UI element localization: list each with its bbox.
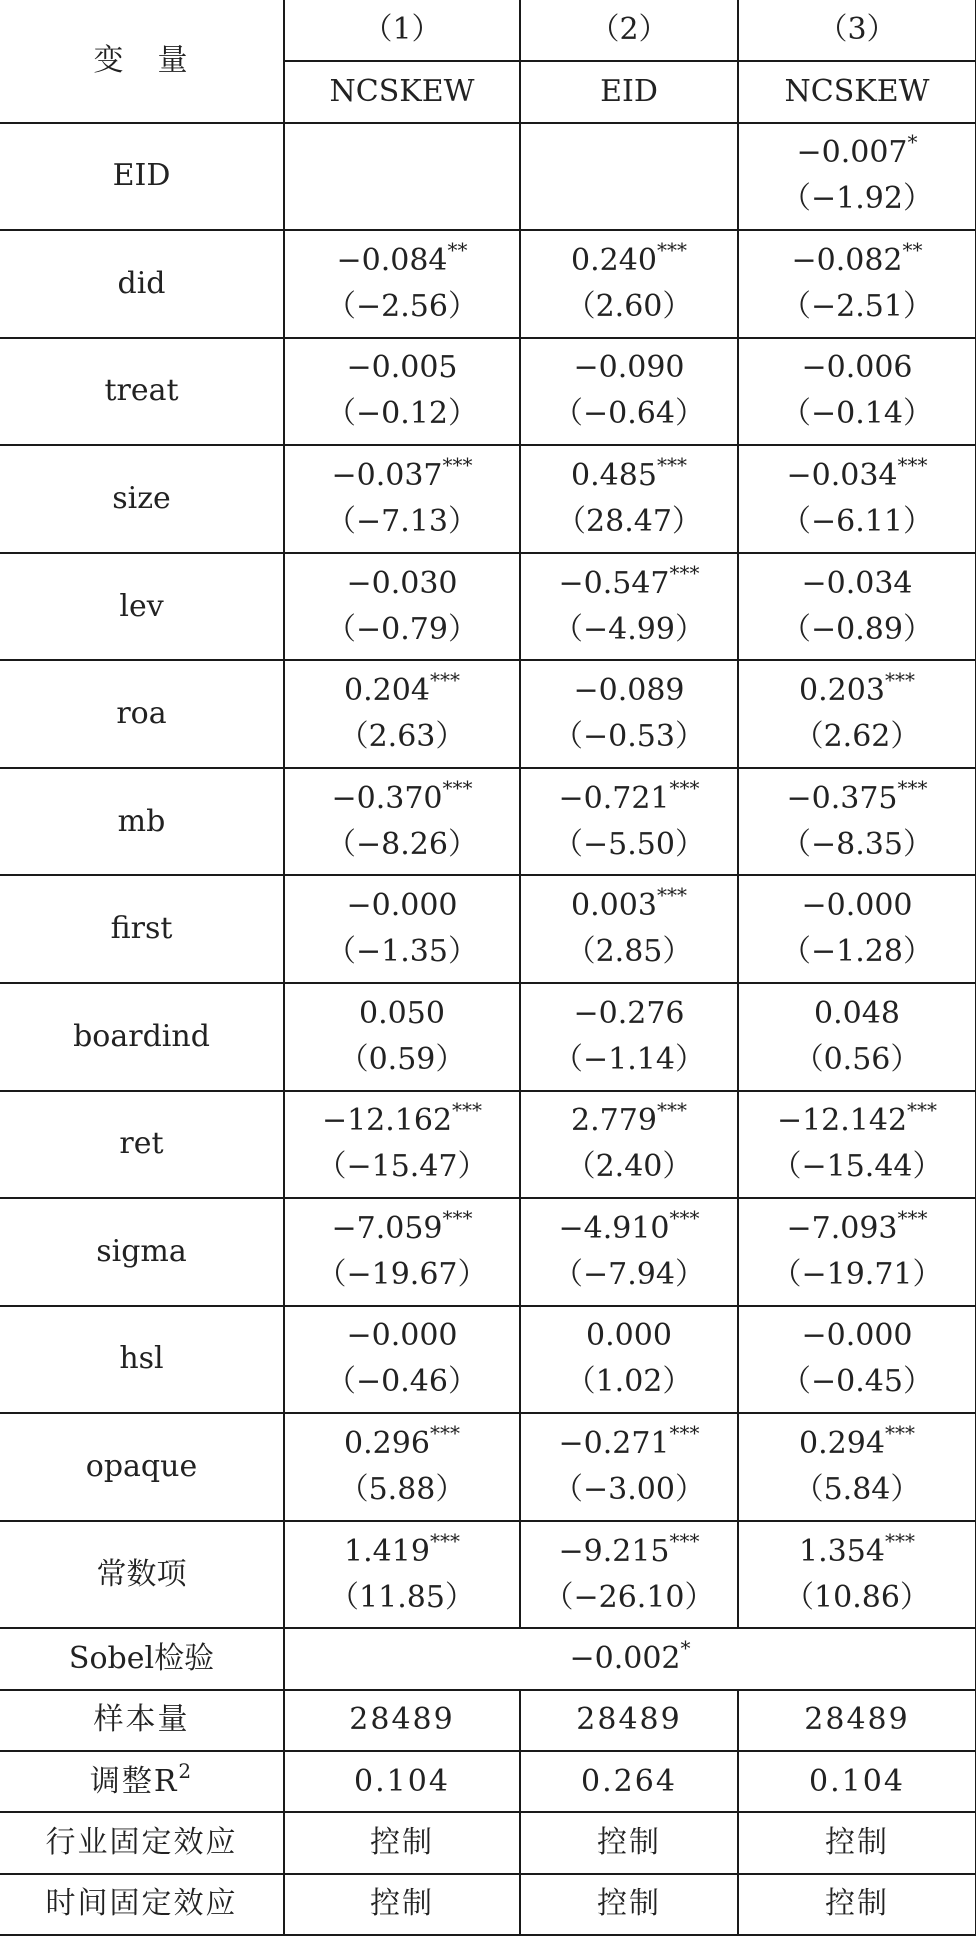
t-statistic: （−0.53）: [553, 719, 705, 755]
t-statistic: （−0.12）: [326, 396, 478, 432]
t-statistic: （−26.10）: [543, 1579, 715, 1615]
coefficient-value: −0.034: [786, 458, 898, 494]
t-statistic: （−8.35）: [781, 826, 933, 862]
table-row: [0, 1306, 976, 1414]
coef-cell: [738, 445, 976, 553]
significance-stars: ***: [452, 1098, 483, 1123]
significance-stars: ***: [897, 1205, 928, 1230]
coef-cell: [520, 1198, 738, 1306]
coefficient: [285, 561, 519, 607]
coefficient: [739, 1313, 975, 1359]
variable-name: did: [0, 230, 284, 338]
coefficient: [739, 668, 975, 714]
coefficient-value: −0.721: [558, 780, 670, 816]
time-fe-row: [0, 1874, 976, 1935]
coefficient: [739, 345, 975, 391]
coef-cell: [520, 1521, 738, 1629]
variable-name: first: [0, 875, 284, 983]
coef-cell: [284, 1521, 520, 1629]
coef-cell: [520, 338, 738, 446]
t-statistic: （−3.00）: [553, 1471, 705, 1507]
coefficient-value: 1.354: [799, 1533, 885, 1569]
significance-stars: ***: [884, 668, 915, 693]
sample-size-row-label-text: 样本量: [93, 1702, 190, 1738]
t-statistic: （−2.51）: [781, 288, 933, 324]
coefficient-value: 0.204: [344, 673, 430, 709]
t-statistic: （−1.35）: [326, 934, 478, 970]
table-row: [0, 1091, 976, 1199]
coefficient-value: −4.910: [558, 1210, 670, 1246]
model-3-header: （3）: [738, 0, 976, 61]
sample-size-row-value: 28489: [738, 1690, 976, 1751]
t-statistic: （−0.64）: [553, 396, 705, 432]
coefficient-value: −0.271: [558, 1425, 670, 1461]
table-row: [0, 445, 976, 553]
coefficient-value: 0.294: [799, 1425, 885, 1461]
significance-stars: ***: [669, 775, 700, 800]
variable-name: lev: [0, 553, 284, 661]
significance-stars: ***: [884, 1420, 915, 1445]
coef-cell: [520, 768, 738, 876]
t-statistic: （−0.79）: [326, 611, 478, 647]
significance-stars: ***: [656, 1098, 687, 1123]
coef-cell: [738, 338, 976, 446]
coef-cell: [520, 1413, 738, 1521]
variable-name: treat: [0, 338, 284, 446]
table-row: [0, 768, 976, 876]
variable-name: boardind: [0, 983, 284, 1091]
sobel-value-cell: [284, 1628, 976, 1689]
coefficient: [521, 1313, 737, 1359]
coefficient-value: 0.203: [799, 673, 885, 709]
coef-cell: [520, 230, 738, 338]
t-statistic: （−1.28）: [781, 934, 933, 970]
coefficient-value: −12.142: [776, 1103, 908, 1139]
significance-stars: ***: [669, 1205, 700, 1230]
industry-fe-row-value: 控制: [284, 1812, 520, 1873]
time-fe-row-label-text: 时间固定效应: [45, 1886, 238, 1922]
significance-stars: ***: [897, 453, 928, 478]
industry-fe-row: [0, 1812, 976, 1873]
coefficient: [285, 1421, 519, 1467]
t-statistic: （11.85）: [329, 1579, 475, 1615]
coefficient-value: 0.485: [571, 458, 657, 494]
significance-stars: **: [447, 237, 468, 262]
coef-cell: [284, 123, 520, 231]
adj-r2-row-label-text: 调整R: [89, 1763, 179, 1799]
significance-stars: *: [907, 130, 918, 155]
coef-cell: [738, 123, 976, 231]
coefficient: [521, 561, 737, 607]
coef-cell: [738, 1198, 976, 1306]
significance-stars: ***: [669, 560, 700, 585]
adj-r2-row-label: [0, 1751, 284, 1812]
coefficient-value: 0.296: [344, 1425, 430, 1461]
coefficient: [739, 453, 975, 499]
header-row-models: [0, 0, 976, 61]
coefficient: [521, 453, 737, 499]
coefficient: [521, 345, 737, 391]
coefficient-value: −0.006: [801, 350, 913, 386]
coef-cell: [738, 1521, 976, 1629]
coefficient-value: −0.005: [346, 350, 458, 386]
coefficient-value: −9.215: [558, 1533, 670, 1569]
significance-stars: ***: [429, 1420, 460, 1445]
sobel-stars: *: [680, 1635, 691, 1660]
variable-name: ret: [0, 1091, 284, 1199]
coefficient: [739, 1529, 975, 1575]
t-statistic: （2.40）: [565, 1149, 693, 1185]
coefficient: [739, 238, 975, 284]
t-statistic: （10.86）: [784, 1579, 930, 1615]
depvar-2: EID: [520, 61, 738, 122]
coef-cell: [520, 445, 738, 553]
coefficient: [285, 345, 519, 391]
coefficient: [285, 1529, 519, 1575]
coefficient: [739, 1421, 975, 1467]
depvar-3: NCSKEW: [738, 61, 976, 122]
variable-name: hsl: [0, 1306, 284, 1414]
table-row: [0, 660, 976, 768]
significance-stars: **: [902, 237, 923, 262]
t-statistic: （−6.11）: [781, 504, 933, 540]
t-statistic: （5.88）: [338, 1471, 466, 1507]
coef-cell: [520, 1091, 738, 1199]
coefficient: [739, 561, 975, 607]
t-statistic: （−15.47）: [316, 1149, 488, 1185]
t-statistic: （−19.67）: [316, 1256, 488, 1292]
coefficient: [521, 238, 737, 284]
table-row: [0, 1413, 976, 1521]
coef-cell: [738, 660, 976, 768]
coefficient-value: −0.375: [786, 780, 898, 816]
coefficient: [285, 776, 519, 822]
t-statistic: （−0.45）: [781, 1364, 933, 1400]
significance-stars: ***: [656, 883, 687, 908]
variable-name: EID: [0, 123, 284, 231]
t-statistic: （2.85）: [565, 934, 693, 970]
t-statistic: （−0.14）: [781, 396, 933, 432]
coefficient: [285, 883, 519, 929]
coef-cell: [284, 983, 520, 1091]
coef-cell: [520, 1306, 738, 1414]
coef-cell: [738, 1413, 976, 1521]
coef-cell: [284, 230, 520, 338]
coefficient-value: 1.419: [344, 1533, 430, 1569]
depvar-1: NCSKEW: [284, 61, 520, 122]
coef-cell: [520, 983, 738, 1091]
coefficient-value: −12.162: [321, 1103, 453, 1139]
table-row: [0, 983, 976, 1091]
table-row: [0, 875, 976, 983]
coef-cell: [284, 875, 520, 983]
variable-name: opaque: [0, 1413, 284, 1521]
time-fe-row-value: 控制: [284, 1874, 520, 1935]
significance-stars: ***: [897, 775, 928, 800]
t-statistic: （−7.13）: [326, 504, 478, 540]
coefficient-value: 2.779: [571, 1103, 657, 1139]
superscript: 2: [178, 1758, 194, 1783]
table-row: [0, 123, 976, 231]
significance-stars: ***: [669, 1420, 700, 1445]
coef-cell: [284, 445, 520, 553]
variable-header: 变 量: [0, 0, 284, 123]
coef-cell: [284, 768, 520, 876]
coefficient-value: −0.007: [796, 135, 908, 171]
variable-name: size: [0, 445, 284, 553]
coefficient: [521, 668, 737, 714]
significance-stars: ***: [442, 775, 473, 800]
coef-cell: [738, 553, 976, 661]
coefficient-value: −0.000: [346, 888, 458, 924]
coefficient-value: −0.089: [573, 673, 685, 709]
coefficient: [521, 776, 737, 822]
coefficient-value: 0.240: [571, 242, 657, 278]
coefficient: [285, 238, 519, 284]
significance-stars: ***: [429, 668, 460, 693]
coefficient: [521, 1098, 737, 1144]
t-statistic: （2.60）: [565, 288, 693, 324]
adj-r2-row-value: 0.104: [284, 1751, 520, 1812]
coefficient-value: −0.276: [573, 995, 685, 1031]
coefficient: [521, 883, 737, 929]
coef-cell: [284, 1306, 520, 1414]
t-statistic: （−4.99）: [553, 611, 705, 647]
coefficient: [739, 991, 975, 1037]
coef-cell: [738, 983, 976, 1091]
coef-cell: [738, 1091, 976, 1199]
coefficient-value: −0.000: [346, 1318, 458, 1354]
sample-size-row-value: 28489: [284, 1690, 520, 1751]
coefficient: [285, 668, 519, 714]
coef-cell: [738, 875, 976, 983]
coef-cell: [738, 230, 976, 338]
coef-cell: [284, 553, 520, 661]
industry-fe-row-label-text: 行业固定效应: [45, 1824, 238, 1860]
significance-stars: ***: [442, 453, 473, 478]
coefficient-value: −7.059: [331, 1210, 443, 1246]
coefficient-value: 0.048: [814, 995, 900, 1031]
sample-size-row-label: [0, 1690, 284, 1751]
t-statistic: （5.84）: [793, 1471, 921, 1507]
coefficient-value: −0.082: [791, 242, 903, 278]
t-statistic: （0.56）: [793, 1041, 921, 1077]
coefficient: [521, 991, 737, 1037]
coefficient-value: −0.090: [573, 350, 685, 386]
significance-stars: ***: [442, 1205, 473, 1230]
t-statistic: （0.59）: [338, 1041, 466, 1077]
coef-cell: [284, 1091, 520, 1199]
coefficient: [739, 883, 975, 929]
model-2-header: （2）: [520, 0, 738, 61]
time-fe-row-value: 控制: [738, 1874, 976, 1935]
t-statistic: （−5.50）: [553, 826, 705, 862]
coefficient: [285, 1313, 519, 1359]
coefficient: [739, 776, 975, 822]
significance-stars: ***: [669, 1528, 700, 1553]
sobel-label: Sobel检验: [0, 1628, 284, 1689]
industry-fe-row-label: [0, 1812, 284, 1873]
sobel-row: [0, 1628, 976, 1689]
adj-r2-row-value: 0.264: [520, 1751, 738, 1812]
t-statistic: （−0.46）: [326, 1364, 478, 1400]
t-statistic: （−1.14）: [553, 1041, 705, 1077]
table-row: [0, 338, 976, 446]
table-row: [0, 1521, 976, 1629]
coefficient-value: −0.037: [331, 458, 443, 494]
t-statistic: （−19.71）: [771, 1256, 943, 1292]
coef-cell: [284, 1413, 520, 1521]
coef-cell: [520, 123, 738, 231]
coefficient: [285, 991, 519, 1037]
model-1-header: （1）: [284, 0, 520, 61]
coefficient-value: −0.000: [801, 1318, 913, 1354]
t-statistic: （1.02）: [565, 1364, 693, 1400]
variable-name: 常数项: [0, 1521, 284, 1629]
coefficient-value: −0.547: [558, 565, 670, 601]
t-statistic: （2.63）: [338, 719, 466, 755]
t-statistic: （−2.56）: [326, 288, 478, 324]
industry-fe-row-value: 控制: [520, 1812, 738, 1873]
coefficient: [739, 130, 975, 176]
coefficient-value: −0.370: [331, 780, 443, 816]
t-statistic: （−1.92）: [781, 181, 933, 217]
coefficient: [285, 453, 519, 499]
table-row: [0, 230, 976, 338]
coefficient-value: 0.000: [586, 1318, 672, 1354]
coefficient-value: −0.034: [801, 565, 913, 601]
coefficient-value: −0.084: [336, 242, 448, 278]
t-statistic: （28.47）: [556, 504, 702, 540]
variable-name: mb: [0, 768, 284, 876]
significance-stars: ***: [656, 453, 687, 478]
t-statistic: （−7.94）: [553, 1256, 705, 1292]
sample-size-row-value: 28489: [520, 1690, 738, 1751]
coefficient-value: 0.050: [359, 995, 445, 1031]
t-statistic: （2.62）: [793, 719, 921, 755]
coefficient: [521, 1421, 737, 1467]
t-statistic: （−15.44）: [771, 1149, 943, 1185]
coefficient: [285, 1206, 519, 1252]
significance-stars: ***: [429, 1528, 460, 1553]
coef-cell: [284, 660, 520, 768]
variable-name: sigma: [0, 1198, 284, 1306]
coefficient: [739, 1206, 975, 1252]
coef-cell: [738, 768, 976, 876]
time-fe-row-value: 控制: [520, 1874, 738, 1935]
coef-cell: [284, 338, 520, 446]
coefficient-value: −7.093: [786, 1210, 898, 1246]
sobel-value: −0.002: [569, 1640, 681, 1676]
coef-cell: [738, 1306, 976, 1414]
coefficient: [285, 1098, 519, 1144]
significance-stars: ***: [907, 1098, 938, 1123]
coefficient-value: −0.000: [801, 888, 913, 924]
coefficient: [739, 1098, 975, 1144]
coef-cell: [284, 1198, 520, 1306]
coef-cell: [520, 553, 738, 661]
variable-name: roa: [0, 660, 284, 768]
coefficient-value: 0.003: [571, 888, 657, 924]
t-statistic: （−0.89）: [781, 611, 933, 647]
significance-stars: ***: [884, 1528, 915, 1553]
adj-r2-row-value: 0.104: [738, 1751, 976, 1812]
coefficient: [521, 1529, 737, 1575]
time-fe-row-label: [0, 1874, 284, 1935]
coefficient: [521, 1206, 737, 1252]
t-statistic: （−8.26）: [326, 826, 478, 862]
significance-stars: ***: [656, 237, 687, 262]
coef-cell: [520, 875, 738, 983]
industry-fe-row-value: 控制: [738, 1812, 976, 1873]
table-row: [0, 1198, 976, 1306]
coefficient-value: −0.030: [346, 565, 458, 601]
coef-cell: [520, 660, 738, 768]
sample-size-row: [0, 1690, 976, 1751]
table-row: [0, 553, 976, 661]
adj-r2-row: [0, 1751, 976, 1812]
